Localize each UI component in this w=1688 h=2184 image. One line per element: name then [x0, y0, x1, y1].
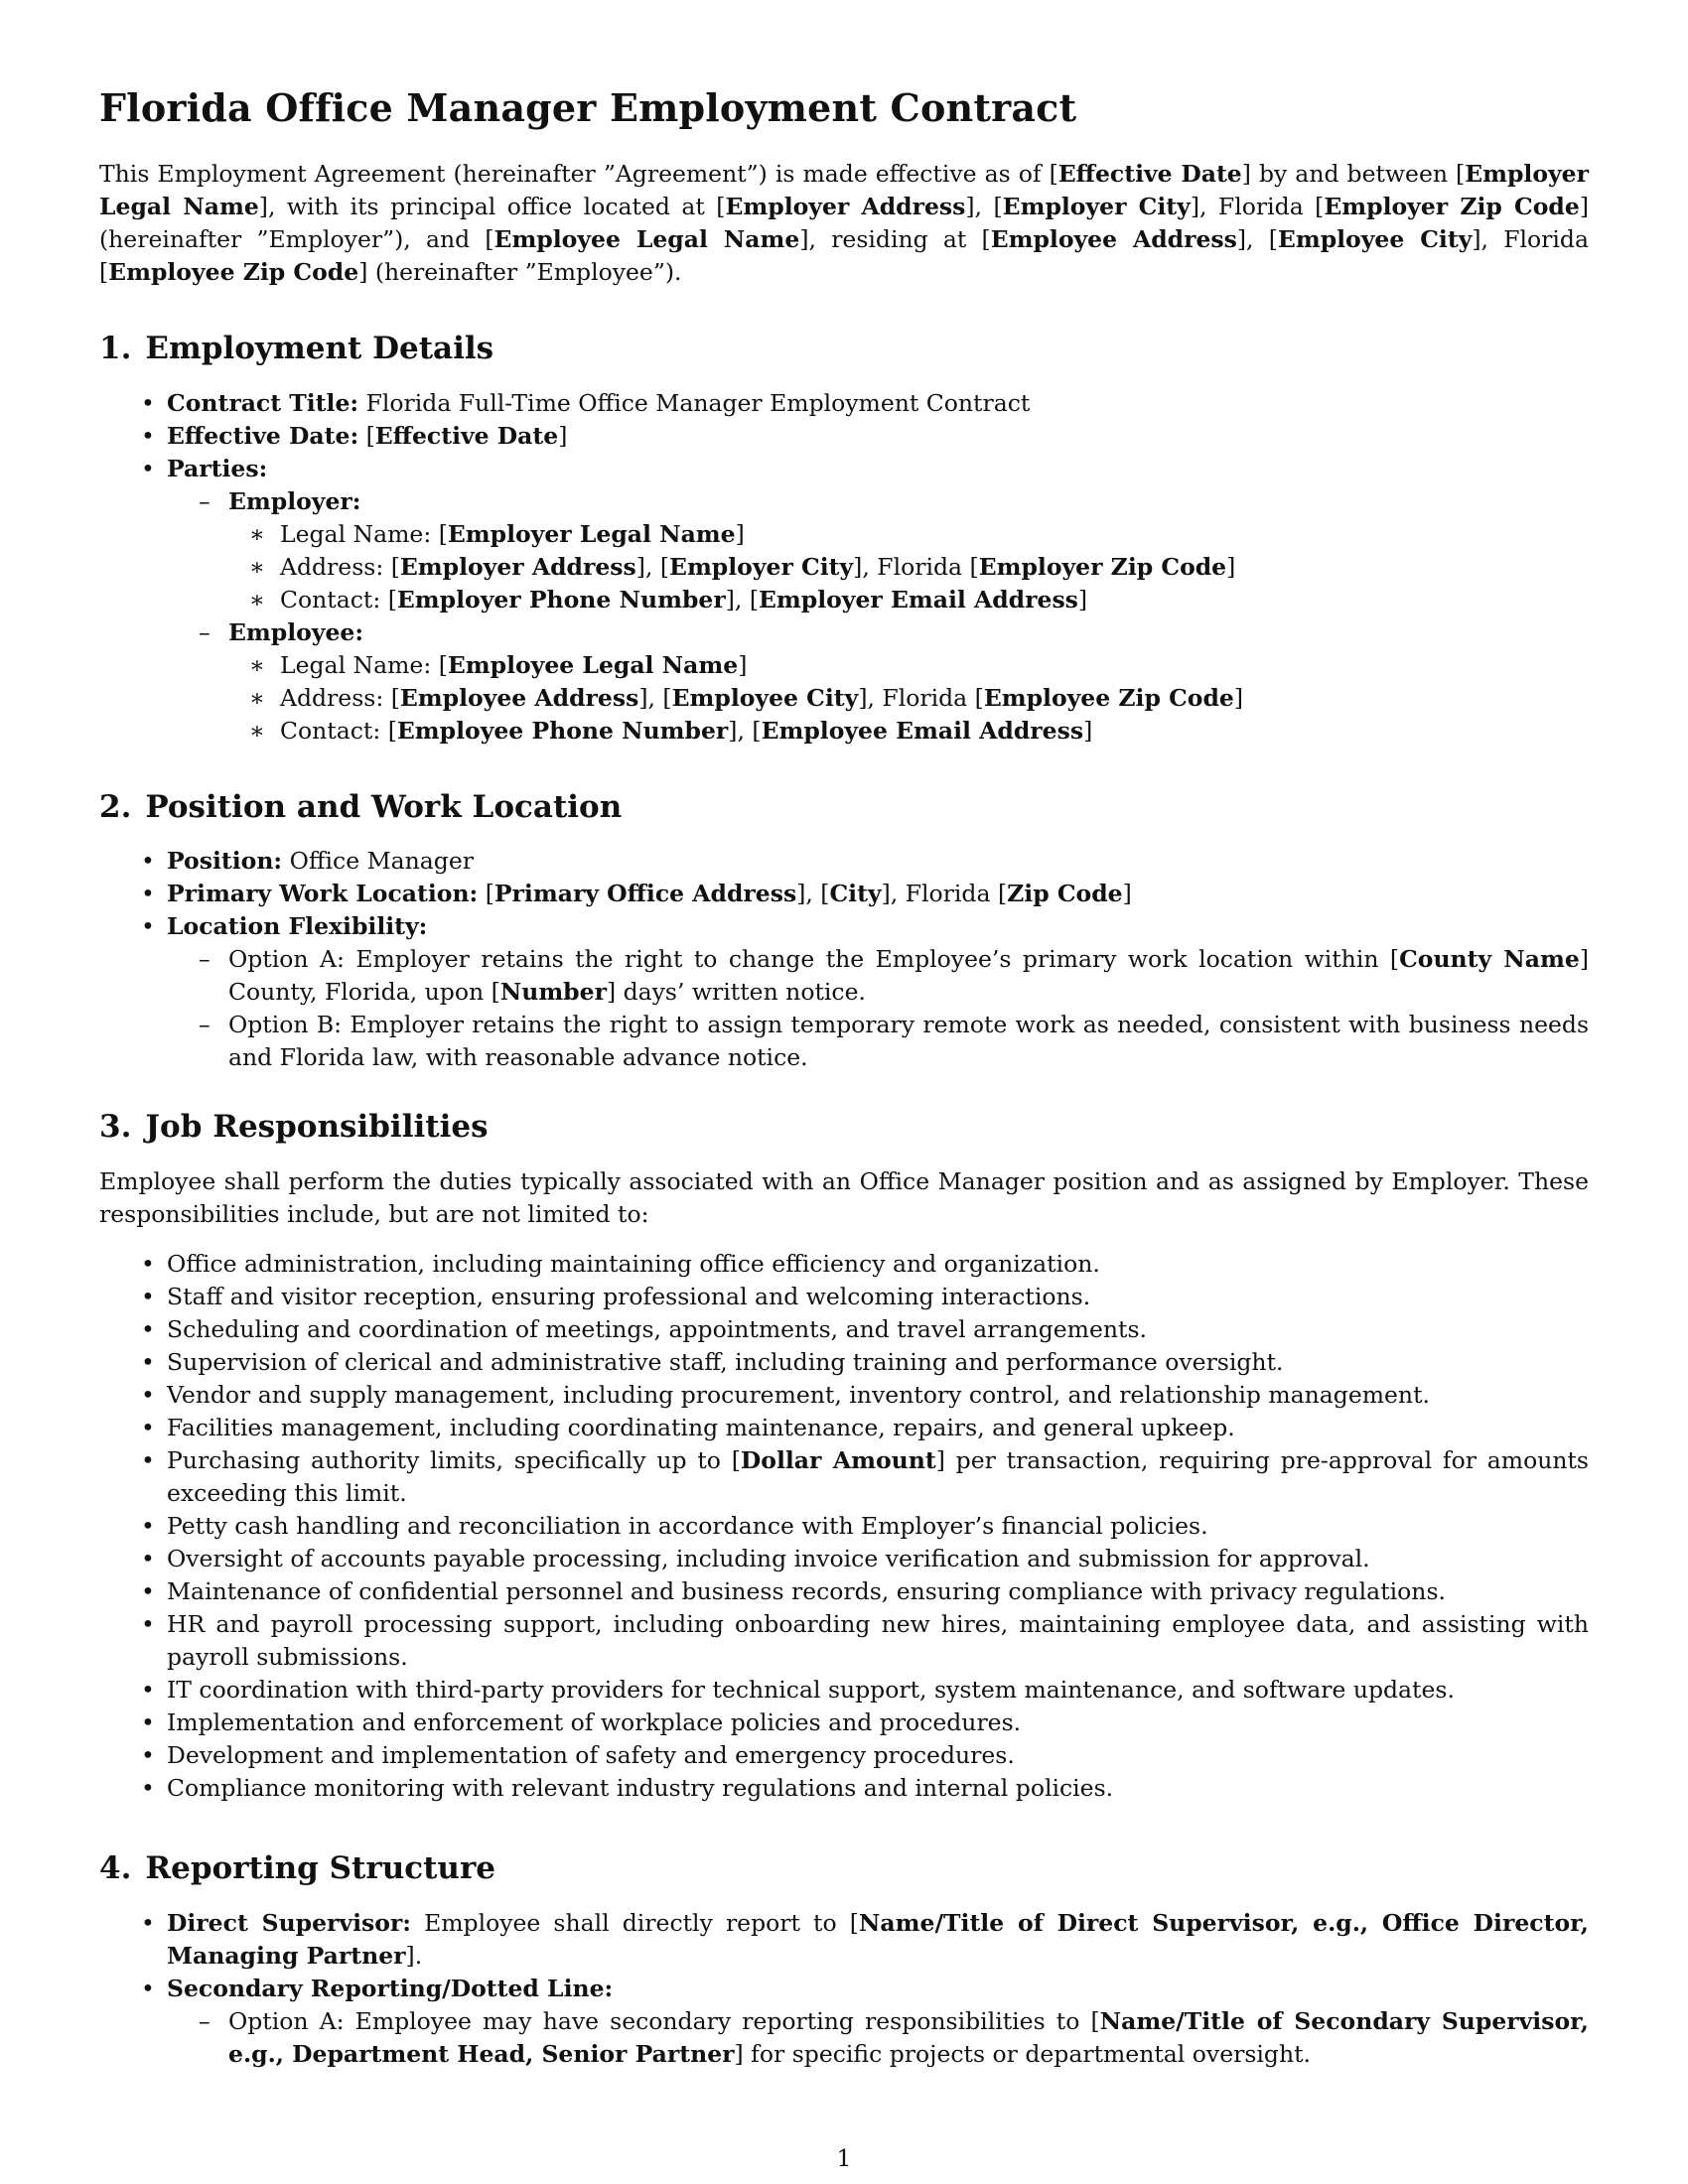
placeholder-employee-phone: Employee Phone Number — [396, 717, 729, 745]
supervisor-text: Employee shall directly report to [ — [410, 1909, 859, 1937]
section-title: Job Responsibilities — [145, 1109, 489, 1145]
item-text: Staff and visitor reception, ensuring professional and welcoming interactions. — [167, 1283, 1091, 1310]
item-text — [167, 1973, 613, 2005]
bracket: ] — [1233, 684, 1244, 712]
contract-title-label: Contract Title: — [167, 389, 359, 417]
bullet-marker: • — [141, 1741, 155, 1769]
item-text: HR and payroll processing support, including onboarding new hires, maintaining employee data, and assisting with payroll submissions. — [167, 1610, 1589, 1671]
option-a-text: ] days’ written notice. — [606, 978, 866, 1006]
item-text — [167, 1444, 1589, 1510]
placeholder-direct-supervisor: Name/Title of Direct Supervisor, e.g., Office Director, Managing Partner — [167, 1909, 1589, 1970]
document-title: Florida Office Manager Employment Contract — [99, 85, 1077, 130]
item-text: Development and implementation of safety and emergency procedures. — [167, 1741, 1015, 1769]
bullet-marker: • — [141, 1283, 155, 1310]
placeholder-city: City — [829, 880, 882, 907]
bracket: ], [ — [725, 586, 759, 614]
intro-text: ], Florida [ — [99, 225, 1589, 286]
placeholder-zip: Zip Code — [1007, 880, 1123, 907]
dash-marker: – — [199, 1011, 211, 1038]
bullet-marker: • — [141, 1975, 155, 2002]
section-heading-position-location — [99, 789, 622, 825]
bracket: ] — [1077, 586, 1088, 614]
star-marker: ∗ — [249, 651, 265, 679]
bullet-marker: • — [141, 1545, 155, 1572]
section-number: 3. — [99, 1109, 132, 1145]
placeholder-employee-legal-name: Employee Legal Name — [493, 225, 800, 253]
item-text — [167, 387, 1030, 420]
legal-name-label: Legal Name: [ — [280, 651, 448, 679]
placeholder-employer-zip: Employer Zip Code — [1324, 193, 1580, 220]
placeholder-employer-zip: Employer Zip Code — [978, 553, 1227, 581]
bracket: ], Florida [ — [853, 553, 979, 581]
placeholder-effective-date: Effective Date — [374, 422, 559, 450]
item-text: Vendor and supply management, including procurement, inventory control, and relationship management. — [167, 1381, 1430, 1409]
bracket: ] — [1122, 880, 1132, 907]
bracket: ] — [1226, 553, 1236, 581]
dash-marker: – — [199, 2007, 211, 2035]
star-marker: ∗ — [249, 586, 265, 614]
intro-text: ] (hereinafter ”Employee”). — [358, 258, 682, 286]
parties-label: Parties: — [167, 455, 268, 482]
placeholder-employee-city: Employee City — [1277, 225, 1473, 253]
bullet-marker: • — [141, 422, 155, 450]
bracket: ], [ — [638, 684, 672, 712]
bracket: ] — [738, 651, 748, 679]
bracket: ] — [735, 520, 745, 548]
star-marker: ∗ — [249, 553, 265, 581]
item-text: Implementation and enforcement of workplace policies and procedures. — [167, 1708, 1022, 1736]
bullet-marker: • — [141, 847, 155, 875]
position-value: Office Manager — [282, 847, 474, 875]
item-text — [280, 551, 1235, 584]
bracket: ] — [1083, 717, 1093, 745]
item-text — [167, 910, 427, 943]
item-text — [228, 943, 1589, 1009]
placeholder-employee-zip: Employee Zip Code — [108, 258, 359, 286]
dash-marker: – — [199, 618, 211, 646]
bullet-marker: • — [141, 1708, 155, 1736]
item-text — [280, 682, 1243, 715]
section-number: 2. — [99, 789, 132, 825]
intro-paragraph — [99, 158, 1589, 289]
bracket: ], Florida [ — [881, 880, 1008, 907]
bullet-marker: • — [141, 1446, 155, 1474]
placeholder-employer-address: Employer Address — [399, 553, 636, 581]
placeholder-employee-address: Employee Address — [990, 225, 1237, 253]
effective-date-label: Effective Date: — [167, 422, 359, 450]
employer-label: Employer: — [228, 487, 361, 515]
bullet-marker: • — [141, 1610, 155, 1638]
bracket: ], [ — [635, 553, 670, 581]
contact-label: Contact: [ — [280, 586, 397, 614]
star-marker: ∗ — [249, 717, 265, 745]
bracket: ], [ — [728, 717, 762, 745]
bullet-marker: • — [141, 1676, 155, 1704]
supervisor-text: ]. — [405, 1942, 423, 1970]
placeholder-employee-legal-name: Employee Legal Name — [447, 651, 739, 679]
intro-text: ], residing at [ — [799, 225, 991, 253]
responsibilities-intro: Employee shall perform the duties typically associated with an Office Manager position and as assigned by Employer. These responsibilities include, but are not limited to: — [99, 1167, 1589, 1228]
placeholder-primary-office-address: Primary Office Address — [493, 880, 797, 907]
item-text — [228, 2005, 1589, 2071]
bracket: ], Florida [ — [858, 684, 984, 712]
placeholder-employee-zip: Employee Zip Code — [983, 684, 1234, 712]
item-text — [167, 845, 474, 878]
placeholder-employer-city: Employer City — [669, 553, 854, 581]
legal-name-label: Legal Name: [ — [280, 520, 448, 548]
intro-text: ], with its principal office located at [ — [258, 193, 726, 220]
bullet-marker: • — [141, 1512, 155, 1540]
placeholder-employer-phone: Employer Phone Number — [396, 586, 726, 614]
secondary-option-text: ] for specific projects or departmental oversight. — [734, 2040, 1312, 2068]
option-a-text: Option A: Employer retains the right to change the Employee’s primary work location within [ — [228, 945, 1400, 973]
placeholder-employer-legal-name: Employer Legal Name — [447, 520, 736, 548]
secondary-reporting-label: Secondary Reporting/Dotted Line: — [167, 1975, 614, 2002]
placeholder-employer-legal-name: Employer Legal Name — [99, 160, 1589, 220]
placeholder-employer-email: Employer Email Address — [759, 586, 1078, 614]
item-text: Scheduling and coordination of meetings, appointments, and travel arrangements. — [167, 1315, 1147, 1343]
placeholder-employee-city: Employee City — [671, 684, 859, 712]
purchasing-text: ] per transaction, requiring pre-approval for amounts exceeding this limit. — [167, 1446, 1589, 1507]
star-marker: ∗ — [249, 684, 265, 712]
dash-marker: – — [199, 945, 211, 973]
section-heading-reporting-structure — [99, 1850, 495, 1886]
bullet-marker: • — [141, 1414, 155, 1441]
option-b-text: Option B: Employer retains the right to assign temporary remote work as needed, consistent with business needs and Florida law, with reasonable advance notice. — [228, 1011, 1589, 1071]
intro-text: ], [ — [965, 193, 1003, 220]
placeholder-employee-email: Employee Email Address — [761, 717, 1084, 745]
position-label: Position: — [167, 847, 283, 875]
item-text: Office administration, including maintaining office efficiency and organization. — [167, 1250, 1100, 1278]
address-label: Address: [ — [280, 553, 400, 581]
section-title: Reporting Structure — [145, 1850, 496, 1886]
placeholder-dollar-amount: Dollar Amount — [740, 1446, 936, 1474]
item-text — [228, 485, 360, 518]
item-text: Maintenance of confidential personnel and business records, ensuring compliance with privacy regulations. — [167, 1577, 1446, 1605]
bullet-marker: • — [141, 1909, 155, 1937]
item-text — [167, 1907, 1589, 1973]
intro-text: ] (hereinafter ”Employer”), and [ — [99, 193, 1589, 253]
item-text: Oversight of accounts payable processing, including invoice verification and submission for approval. — [167, 1545, 1370, 1572]
placeholder-employer-city: Employer City — [1002, 193, 1191, 220]
section-title: Employment Details — [145, 331, 494, 366]
item-text: Petty cash handling and reconciliation in accordance with Employer’s financial policies. — [167, 1512, 1208, 1540]
placeholder-county-name: County Name — [1399, 945, 1580, 973]
placeholder-employee-address: Employee Address — [399, 684, 639, 712]
item-text: Compliance monitoring with relevant industry regulations and internal policies. — [167, 1774, 1114, 1802]
primary-location-label: Primary Work Location: — [167, 880, 479, 907]
intro-text: This Employment Agreement (hereinafter ”Agreement”) is made effective as of [ — [99, 160, 1058, 188]
location-flexibility-label: Location Flexibility: — [167, 912, 428, 940]
item-text — [167, 453, 267, 485]
intro-text: ] by and between [ — [1241, 160, 1466, 188]
bracket: ], [ — [796, 880, 830, 907]
section-heading-job-responsibilities — [99, 1109, 489, 1145]
placeholder-secondary-supervisor: Name/Title of Secondary Supervisor, e.g., Department Head, Senior Partner — [228, 2007, 1589, 2068]
employee-label: Employee: — [228, 618, 364, 646]
option-a-text: ] County, Florida, upon [ — [228, 945, 1590, 1006]
purchasing-text: Purchasing authority limits, specifically up to [ — [167, 1446, 741, 1474]
contact-label: Contact: [ — [280, 717, 397, 745]
item-text — [280, 518, 745, 551]
section-title: Position and Work Location — [145, 789, 623, 825]
dash-marker: – — [199, 487, 211, 515]
item-text — [280, 649, 747, 682]
bullet-marker: • — [141, 1315, 155, 1343]
direct-supervisor-label: Direct Supervisor: — [167, 1909, 411, 1937]
bullet-marker: • — [141, 1577, 155, 1605]
placeholder-employer-address: Employer Address — [725, 193, 966, 220]
contract-title-value: Florida Full-Time Office Manager Employment Contract — [358, 389, 1031, 417]
section-number: 4. — [99, 1850, 132, 1886]
secondary-option-text: Option A: Employee may have secondary reporting responsibilities to [ — [228, 2007, 1100, 2035]
bullet-marker: • — [141, 912, 155, 940]
bullet-marker: • — [141, 1381, 155, 1409]
bullet-marker: • — [141, 1348, 155, 1376]
section-number: 1. — [99, 331, 132, 366]
placeholder-effective-date: Effective Date — [1057, 160, 1242, 188]
bullet-marker: • — [141, 1250, 155, 1278]
page-number: 1 — [836, 2144, 852, 2172]
item-text — [280, 715, 1092, 748]
item-text: Facilities management, including coordinating maintenance, repairs, and general upkeep. — [167, 1414, 1235, 1441]
intro-text: ], Florida [ — [1190, 193, 1325, 220]
placeholder-number: Number — [499, 978, 607, 1006]
item-text: IT coordination with third-party providers for technical support, system maintenance, and software updates. — [167, 1676, 1455, 1704]
item-text: Supervision of clerical and administrative staff, including training and performance oversight. — [167, 1348, 1284, 1376]
bullet-marker: • — [141, 455, 155, 482]
item-text — [280, 584, 1087, 616]
item-text: Effective Date: [Effective Date] — [167, 422, 568, 450]
bullet-marker: • — [141, 880, 155, 907]
bullet-marker: • — [141, 389, 155, 417]
address-label: Address: [ — [280, 684, 400, 712]
item-text: Primary Work Location: [Primary Office Address], [City], Florida [Zip Code] — [167, 880, 1132, 907]
bullet-marker: • — [141, 1774, 155, 1802]
item-text — [228, 616, 363, 649]
star-marker: ∗ — [249, 520, 265, 548]
document-page — [99, 0, 1589, 2184]
section-heading-employment-details — [99, 331, 493, 366]
intro-text: ], [ — [1236, 225, 1278, 253]
